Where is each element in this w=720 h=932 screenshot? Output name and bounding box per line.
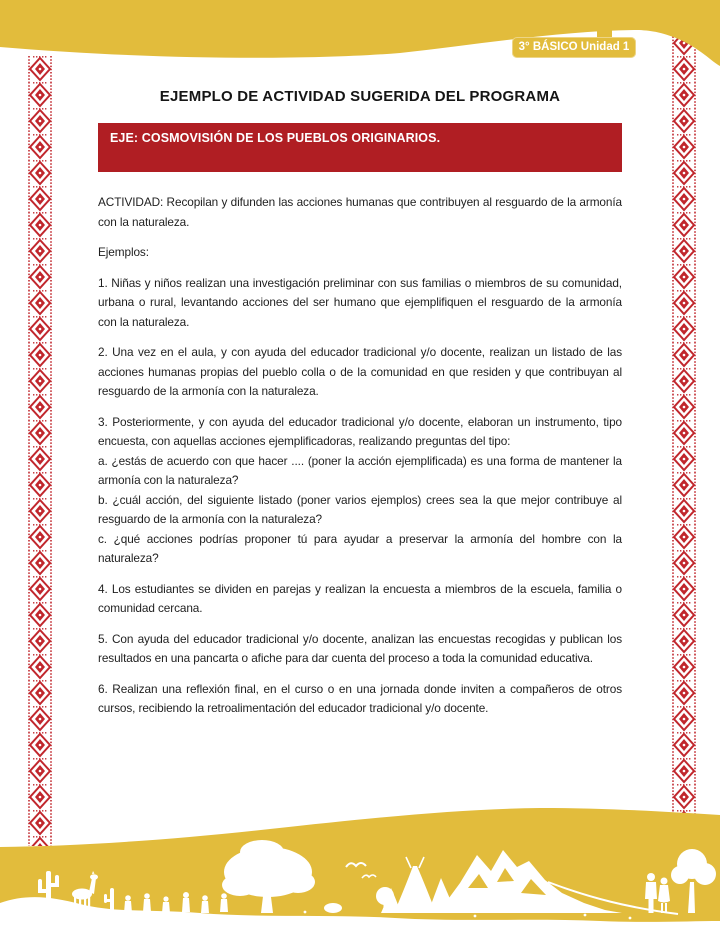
step-6: 6. Realizan una reflexión final, en el curso o en una jornada donde inviten a compañeros de otros cursos, recibiendo la retroalimentación del educador tradicional y/o docente.: [98, 681, 622, 715]
activity-intro: ACTIVIDAD: Recopilan y difunden las acciones humanas que contribuyen al resguardo de la armonía con la naturaleza.: [98, 195, 622, 229]
unit-badge: 3° BÁSICO Unidad 1: [512, 37, 636, 58]
page-title: EJEMPLO DE ACTIVIDAD SUGERIDA DEL PROGRAMA: [159, 88, 561, 105]
step-1: 1. Niñas y niños realizan una investigación preliminar con sus familias o miembros de su comunidad, urbana o rural, levantando acciones del ser humano que ejemplifiquen el resguardo de la armonía con la naturaleza.: [98, 275, 622, 329]
step-3-block: [98, 413, 622, 569]
step-3: 3. Posteriormente, y con ayuda del educador tradicional y/o docente, elaboran un instrumento, tipo encuesta, con aquellas acciones ejemplificadoras, realizando preguntas del tipo:: [98, 414, 622, 448]
examples-label: Ejemplos:: [98, 245, 149, 259]
gold-wave-band: [0, 0, 720, 72]
textile-pattern-left-icon: [28, 56, 52, 846]
step-3-question-c: c. ¿qué acciones podrías proponer tú para ayudar a preservar la armonía del hombre con la naturaleza?: [98, 531, 622, 565]
eje-banner: [98, 123, 622, 172]
activity-body: [98, 193, 622, 730]
textile-pattern-right-icon: [672, 30, 696, 820]
andean-landscape-illustration-icon: [0, 782, 720, 932]
eje-banner-label: EJE: COSMOVISIÓN DE LOS PUEBLOS ORIGINARIOS.: [110, 131, 441, 145]
step-5: 5. Con ayuda del educador tradicional y/o docente, analizan las encuestas recogidas y publican los resultados en una pancarta o afiche para dar cuenta del proceso a toda la comunidad educativa.: [98, 631, 622, 665]
step-3-question-a: a. ¿estás de acuerdo con que hacer .... (poner la acción ejemplificada) es una forma de mantener la armonía con la naturaleza?: [98, 453, 622, 487]
step-4: 4. Los estudiantes se dividen en parejas y realizan la encuesta a miembros de la escuela, familia o comunidad cercana.: [98, 581, 622, 615]
step-3-question-b: b. ¿cuál acción, del siguiente listado (poner varios ejemplos) crees sea la que mejor contribuye al resguardo de la armonía con la naturaleza?: [98, 492, 622, 526]
shrub-icon: [324, 903, 342, 913]
step-2: 2. Una vez en el aula, y con ayuda del educador tradicional y/o docente, realizan un listado de las acciones humanas propias del pueblo colla o de la comunidad en que residen y que contribuyan al resguardo de la armonía con la naturaleza.: [98, 345, 622, 398]
